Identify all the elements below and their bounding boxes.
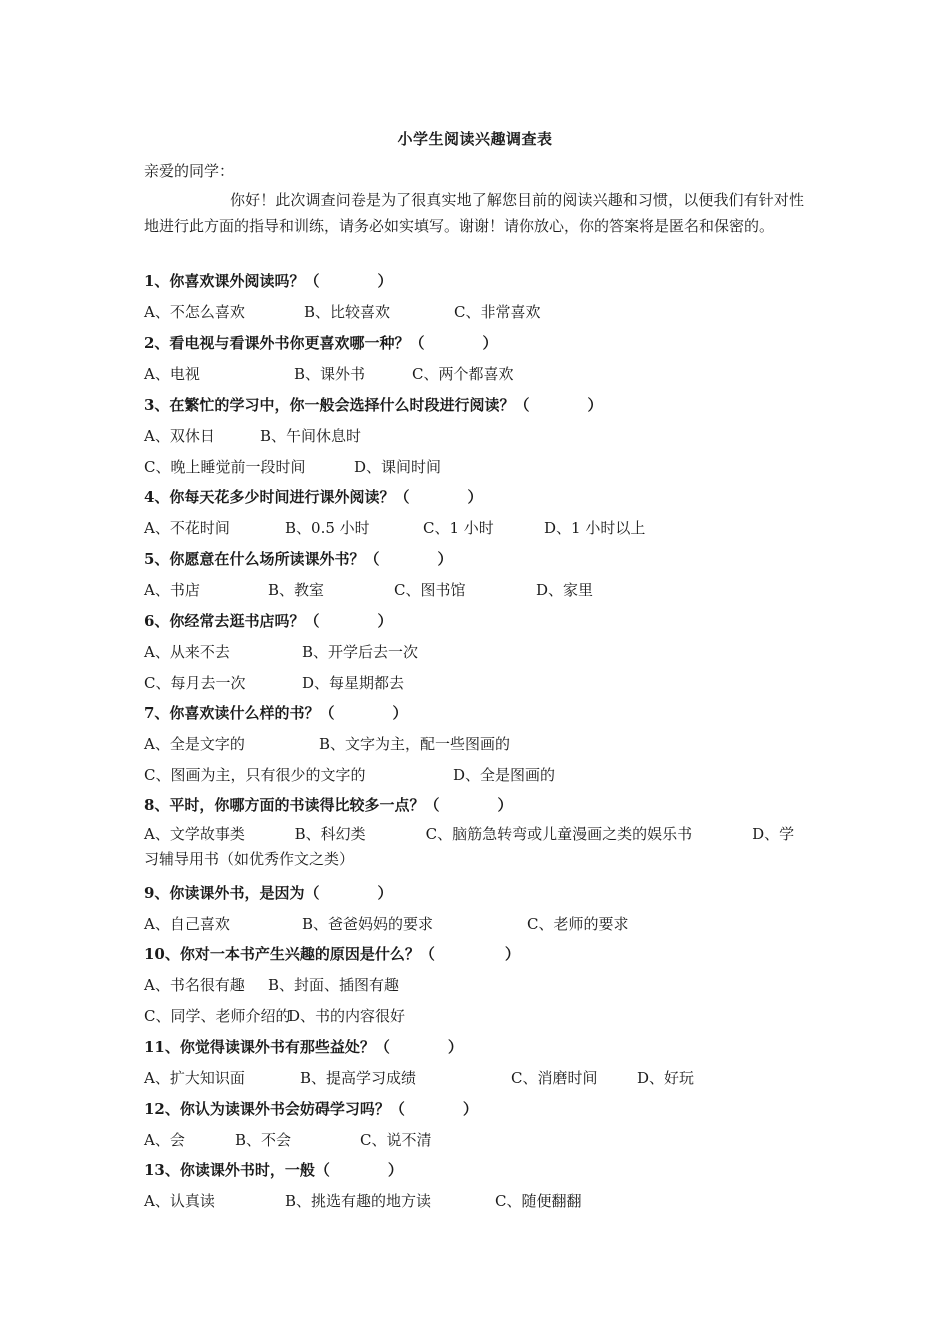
option-row (144, 456, 804, 478)
option-row (144, 733, 804, 755)
option-b: B、午间休息时 (260, 427, 362, 445)
question-5 (144, 548, 452, 569)
question-6 (144, 610, 392, 631)
option-a: A、认真读 (144, 1192, 215, 1210)
option-b: B、0.5 小时 (285, 519, 370, 537)
question-11 (144, 1036, 463, 1057)
question-13 (144, 1159, 403, 1180)
question-text: 10、你对一本书产生兴趣的原因是什么？（ (144, 945, 435, 963)
option-b: B、不会 (235, 1131, 292, 1149)
answer-blank-close: ） (504, 945, 520, 963)
option-c: C、两个都喜欢 (412, 365, 514, 383)
option-b: B、教室 (268, 581, 325, 599)
answer-blank-close: ） (387, 1161, 403, 1179)
option-a: A、不怎么喜欢 (144, 303, 245, 321)
option-a: A、从来不去 (144, 643, 230, 661)
question-7 (144, 702, 407, 723)
option-b: B、比较喜欢 (304, 303, 391, 321)
option-c: C、每月去一次 (144, 674, 246, 692)
intro-paragraph: 你好！此次调查问卷是为了很真实地了解您目前的阅读兴趣和习惯，以便我们有针对性地进行此方面的指导和训练，请务必如实填写。谢谢！请你放心，你的答案将是匿名和保密的。 (144, 191, 804, 235)
option-a: A、会 (144, 1131, 185, 1149)
option-b: B、爸爸妈妈的要求 (302, 915, 434, 933)
option-d: D、1 小时以上 (544, 519, 646, 537)
option-c: C、晚上睡觉前一段时间 (144, 458, 306, 476)
question-text: 3、在繁忙的学习中，你一般会选择什么时段进行阅读？（ (144, 396, 530, 414)
question-9 (144, 882, 392, 903)
option-row (144, 517, 804, 539)
question-4 (144, 486, 482, 507)
option-c: C、1 小时 (423, 519, 494, 537)
option-row (144, 1129, 804, 1151)
page-title: 小学生阅读兴趣调查表 (397, 130, 553, 148)
option-a: A、不花时间 (144, 519, 230, 537)
option-a: A、扩大知识面 (144, 1069, 245, 1087)
answer-blank-close: ） (437, 550, 453, 568)
option-b: B、提高学习成绩 (300, 1069, 417, 1087)
question-text: 6、你经常去逛书店吗？（ (144, 612, 320, 630)
option-c: C、说不清 (360, 1131, 432, 1149)
option-row (144, 301, 804, 323)
answer-blank-close: ） (467, 488, 483, 506)
option-row (144, 1005, 804, 1027)
question-text: 5、你愿意在什么场所读课外书？（ (144, 550, 380, 568)
answer-blank-close: ） (377, 884, 393, 902)
question-3 (144, 394, 602, 415)
question-10 (144, 943, 520, 964)
option-d: D、全是图画的 (453, 766, 556, 784)
option-d: D、书的内容很好 (288, 1007, 406, 1025)
answer-blank-close: ） (497, 796, 513, 814)
option-row (144, 1067, 804, 1089)
option-line: A、文学故事类 B、科幻类 C、脑筋急转弯或儿童漫画之类的娱乐书 D、学习辅导用书（如优秀作文之类） (144, 825, 795, 868)
option-row (144, 641, 804, 663)
question-text: 9、你读课外书，是因为（ (144, 884, 320, 902)
option-b: B、封面、插图有趣 (268, 976, 400, 994)
option-c: C、图画为主，只有很少的文字的 (144, 766, 366, 784)
option-row (144, 974, 804, 996)
option-a: A、书店 (144, 581, 200, 599)
question-text: 7、你喜欢读什么样的书？（ (144, 704, 335, 722)
question-1 (144, 270, 392, 291)
option-d: D、家里 (536, 581, 594, 599)
option-c: C、同学、老师介绍的 (144, 1007, 291, 1025)
answer-blank-close: ） (587, 396, 603, 414)
option-d: D、课间时间 (354, 458, 442, 476)
question-text: 11、你觉得读课外书有那些益处？（ (144, 1038, 390, 1056)
answer-blank-close: ） (392, 704, 408, 722)
option-row (144, 579, 804, 601)
question-8 (144, 794, 512, 815)
option-a: A、电视 (144, 365, 200, 383)
option-row (144, 672, 804, 694)
option-d: D、每星期都去 (302, 674, 405, 692)
option-c: C、图书馆 (394, 581, 466, 599)
question-text: 2、看电视与看课外书你更喜欢哪一种？（ (144, 334, 425, 352)
greeting: 亲爱的同学： (144, 162, 235, 180)
answer-blank-close: ） (377, 612, 393, 630)
option-row (144, 1190, 804, 1212)
option-a: A、全是文字的 (144, 735, 245, 753)
answer-blank-close: ） (377, 272, 393, 290)
question-12 (144, 1098, 478, 1119)
option-b: B、课外书 (294, 365, 366, 383)
question-text: 1、你喜欢课外阅读吗？（ (144, 272, 320, 290)
option-b: B、开学后去一次 (302, 643, 419, 661)
option-c: C、老师的要求 (527, 915, 629, 933)
option-row (144, 363, 804, 385)
question-text: 12、你认为读课外书会妨碍学习吗？（ (144, 1100, 405, 1118)
question-2 (144, 332, 497, 353)
answer-blank-close: ） (482, 334, 498, 352)
option-c: C、非常喜欢 (454, 303, 541, 321)
option-c: C、消磨时间 (511, 1069, 598, 1087)
answer-blank-close: ） (447, 1038, 463, 1056)
option-a: A、书名很有趣 (144, 976, 245, 994)
option-b: B、挑选有趣的地方读 (285, 1192, 432, 1210)
option-b: B、文字为主，配一些图画的 (319, 735, 511, 753)
option-row (144, 425, 804, 447)
option-a: A、双休日 (144, 427, 215, 445)
option-c: C、随便翻翻 (495, 1192, 582, 1210)
option-a: A、自己喜欢 (144, 915, 230, 933)
question-text: 13、你读课外书时，一般（ (144, 1161, 330, 1179)
option-d: D、好玩 (637, 1069, 695, 1087)
answer-blank-close: ） (462, 1100, 478, 1118)
option-row (144, 913, 804, 935)
question-text: 8、平时，你哪方面的书读得比较多一点？（ (144, 796, 440, 814)
question-text: 4、你每天花多少时间进行课外阅读？（ (144, 488, 410, 506)
option-row (144, 764, 804, 786)
